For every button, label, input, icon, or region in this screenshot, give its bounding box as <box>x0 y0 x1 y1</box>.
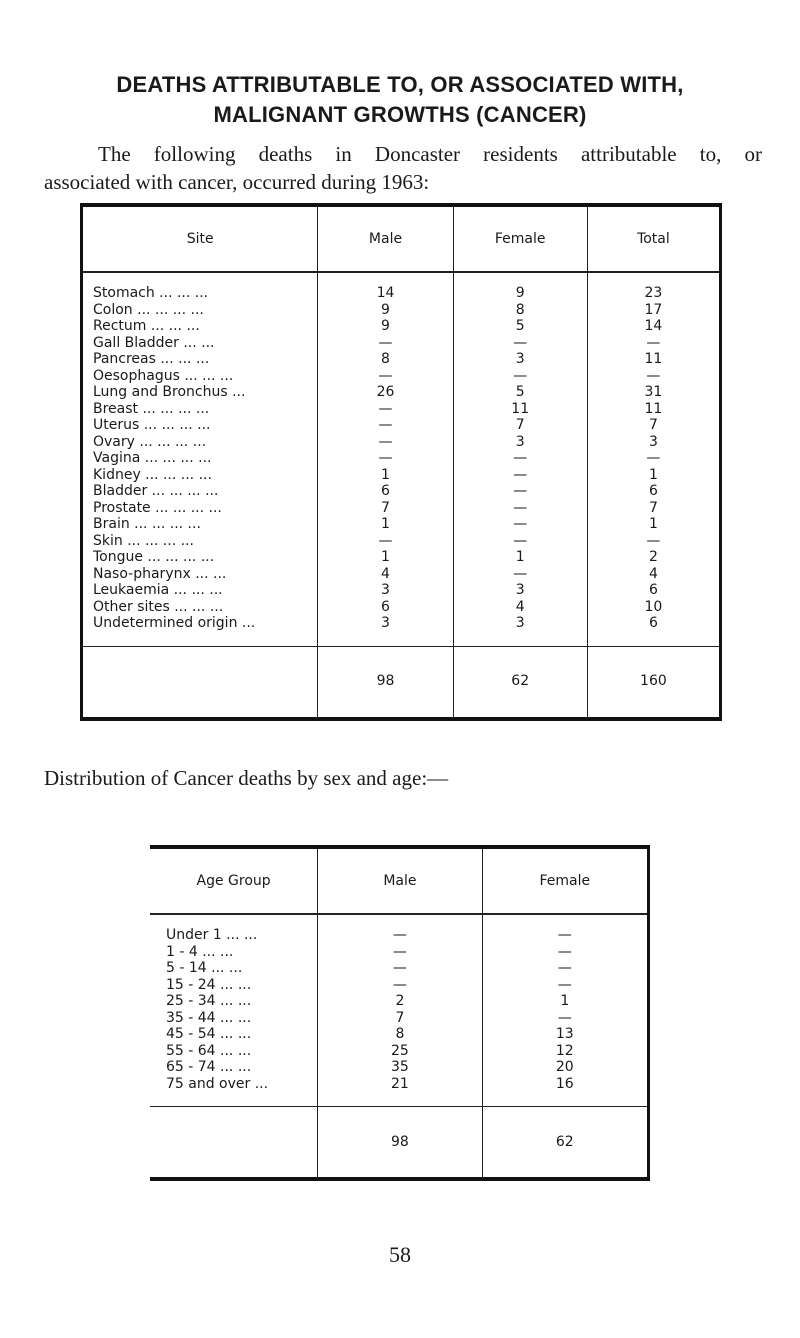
intro-paragraph <box>44 140 762 196</box>
site-label: Pancreas ... ... ... <box>93 351 210 367</box>
table-row <box>150 1076 649 1093</box>
age-group-label: 15 - 24 ... ... <box>166 976 252 993</box>
age-group-label: 35 - 44 ... ... <box>166 1009 252 1026</box>
site-label: Rectum ... ... ... <box>93 318 200 334</box>
age-group-label: 75 and over ... <box>166 1075 269 1092</box>
female-count: 11 <box>453 401 587 418</box>
site-label: Stomach ... ... ... <box>93 285 209 301</box>
total-count: 17 <box>587 302 720 319</box>
male-count: — <box>318 533 453 550</box>
male-count: 1 <box>318 516 453 533</box>
age-group-label: 55 - 64 ... ... <box>166 1042 252 1059</box>
total-count: 10 <box>587 599 720 616</box>
female-count: — <box>453 516 587 533</box>
table-row <box>82 615 721 632</box>
site-label: Gall Bladder ... ... <box>93 334 215 351</box>
table-row <box>82 417 721 434</box>
site-label: Other sites ... ... ... <box>93 598 224 615</box>
site-label: Undetermined origin ... <box>93 615 256 631</box>
male-count: — <box>318 944 482 961</box>
header-male: Male <box>318 205 453 272</box>
table-row <box>150 1010 649 1027</box>
table-row <box>82 516 721 533</box>
female-total: 62 <box>482 1107 648 1180</box>
totals-row <box>82 646 721 719</box>
header-total: Total <box>587 205 720 272</box>
totals-row <box>150 1107 649 1180</box>
female-count: — <box>453 566 587 583</box>
site-label: Breast ... ... ... ... <box>93 400 210 417</box>
male-count: — <box>318 368 453 385</box>
table-row <box>82 302 721 319</box>
female-count: 12 <box>482 1043 648 1060</box>
age-group-label: 65 - 74 ... ... <box>166 1059 252 1075</box>
site-label: Brain ... ... ... ... <box>93 516 201 532</box>
male-count: 26 <box>318 384 453 401</box>
male-count: 1 <box>318 467 453 484</box>
site-label: Lung and Bronchus ... <box>93 384 246 400</box>
female-count: 8 <box>453 302 587 319</box>
table-row <box>82 384 721 401</box>
distribution-heading: Distribution of Cancer deaths by sex and age:— <box>44 766 449 790</box>
male-count: 3 <box>318 582 453 599</box>
male-total: 98 <box>318 1107 482 1180</box>
header-male: Male <box>318 847 482 914</box>
site-label: Naso-pharynx ... ... <box>93 565 227 582</box>
male-count: — <box>318 977 482 994</box>
total-count: 23 <box>587 285 720 302</box>
site-label: Prostate ... ... ... ... <box>93 499 222 516</box>
intro-line-2: associated with cancer, occurred during 1963: <box>44 170 430 194</box>
female-count: 9 <box>453 285 587 302</box>
female-count: — <box>453 450 587 467</box>
totals-label <box>150 1107 318 1180</box>
spacer-row <box>150 1092 649 1107</box>
female-count: — <box>482 977 648 994</box>
table-row <box>82 500 721 517</box>
header-female: Female <box>453 205 587 272</box>
table-row <box>82 582 721 599</box>
female-count: — <box>482 927 648 944</box>
site-label: Oesophagus ... ... ... <box>93 367 234 384</box>
table-row <box>82 351 721 368</box>
table-row <box>82 401 721 418</box>
total-count: 14 <box>587 318 720 335</box>
table-row <box>82 318 721 335</box>
table-row <box>82 335 721 352</box>
table-row <box>150 927 649 944</box>
female-count: 7 <box>453 417 587 434</box>
age-distribution-table <box>150 845 650 1181</box>
female-count: — <box>453 467 587 484</box>
total-count: 3 <box>587 434 720 451</box>
intro-line-1: The following deaths in Doncaster residents attributable to, or <box>98 142 762 166</box>
male-count: — <box>318 335 453 352</box>
page-number: 58 <box>389 1242 411 1267</box>
table-row <box>82 599 721 616</box>
table-row <box>82 549 721 566</box>
site-label: Bladder ... ... ... ... <box>93 483 219 499</box>
total-count: — <box>587 335 720 352</box>
age-group-label: 1 - 4 ... ... <box>166 943 234 960</box>
total-count: 31 <box>587 384 720 401</box>
total-count: 7 <box>587 500 720 517</box>
female-count: — <box>453 500 587 517</box>
female-count: 3 <box>453 434 587 451</box>
total-count: 4 <box>587 566 720 583</box>
age-group-label: 5 - 14 ... ... <box>166 960 243 976</box>
total-count: 1 <box>587 516 720 533</box>
female-count: — <box>453 483 587 500</box>
table-row <box>150 977 649 994</box>
site-label: Ovary ... ... ... ... <box>93 433 207 450</box>
female-count: — <box>453 533 587 550</box>
male-count: — <box>318 434 453 451</box>
site-label: Tongue ... ... ... ... <box>93 549 215 565</box>
female-count: — <box>453 368 587 385</box>
female-count: 20 <box>482 1059 648 1076</box>
table-row <box>82 566 721 583</box>
title-line-2: MALIGNANT GROWTHS (CANCER) <box>213 102 587 127</box>
table-row <box>82 533 721 550</box>
table-row <box>150 1059 649 1076</box>
female-count: — <box>482 960 648 977</box>
total-count: 7 <box>587 417 720 434</box>
female-count: 1 <box>482 993 648 1010</box>
female-count: 3 <box>453 615 587 632</box>
male-total: 98 <box>318 646 453 719</box>
female-count: 5 <box>453 384 587 401</box>
site-label: Vagina ... ... ... ... <box>93 450 212 466</box>
male-count: 21 <box>318 1076 482 1093</box>
male-count: 8 <box>318 1026 482 1043</box>
site-label: Colon ... ... ... ... <box>93 301 204 318</box>
header-age-group: Age Group <box>150 847 318 914</box>
age-group-label: 25 - 34 ... ... <box>166 993 252 1009</box>
female-count: 4 <box>453 599 587 616</box>
total-count: — <box>587 533 720 550</box>
male-count: 25 <box>318 1043 482 1060</box>
total-count: — <box>587 368 720 385</box>
male-count: 4 <box>318 566 453 583</box>
site-label: Kidney ... ... ... ... <box>93 466 212 483</box>
spacer-row <box>82 632 721 647</box>
female-count: 16 <box>482 1076 648 1093</box>
total-count: 11 <box>587 401 720 418</box>
female-count: 13 <box>482 1026 648 1043</box>
total-count: 6 <box>587 582 720 599</box>
total-count: 11 <box>587 351 720 368</box>
female-count: 1 <box>453 549 587 566</box>
total-count: 6 <box>587 483 720 500</box>
male-count: — <box>318 401 453 418</box>
totals-label <box>82 646 318 719</box>
male-count: 14 <box>318 285 453 302</box>
female-count: — <box>482 1010 648 1027</box>
female-count: — <box>453 335 587 352</box>
male-count: 9 <box>318 302 453 319</box>
title-line-1: DEATHS ATTRIBUTABLE TO, OR ASSOCIATED WITH, <box>116 72 684 97</box>
table-row <box>82 434 721 451</box>
male-count: 3 <box>318 615 453 632</box>
male-count: — <box>318 960 482 977</box>
male-count: 2 <box>318 993 482 1010</box>
table-row <box>82 467 721 484</box>
header-female: Female <box>482 847 648 914</box>
age-group-label: Under 1 ... ... <box>166 927 258 943</box>
table-row <box>82 368 721 385</box>
table-row <box>82 483 721 500</box>
cancer-site-table <box>80 203 722 721</box>
spacer-row <box>82 272 721 285</box>
male-count: 9 <box>318 318 453 335</box>
spacer-row <box>150 914 649 927</box>
table-row <box>150 1026 649 1043</box>
male-count: — <box>318 450 453 467</box>
table-row <box>150 993 649 1010</box>
grand-total: 160 <box>587 646 720 719</box>
total-count: 2 <box>587 549 720 566</box>
male-count: 7 <box>318 1010 482 1027</box>
male-count: — <box>318 417 453 434</box>
male-count: 8 <box>318 351 453 368</box>
female-count: 3 <box>453 351 587 368</box>
header-site: Site <box>82 205 318 272</box>
table-row <box>150 1043 649 1060</box>
site-label: Skin ... ... ... ... <box>93 532 194 549</box>
female-count: 5 <box>453 318 587 335</box>
table-row <box>150 960 649 977</box>
total-count: — <box>587 450 720 467</box>
male-count: 6 <box>318 483 453 500</box>
male-count: 6 <box>318 599 453 616</box>
age-group-label: 45 - 54 ... ... <box>166 1026 252 1042</box>
table-row <box>82 285 721 302</box>
male-count: — <box>318 927 482 944</box>
total-count: 1 <box>587 467 720 484</box>
table-row <box>82 450 721 467</box>
male-count: 7 <box>318 500 453 517</box>
site-label: Leukaemia ... ... ... <box>93 582 223 598</box>
male-count: 1 <box>318 549 453 566</box>
table-row <box>150 944 649 961</box>
female-total: 62 <box>453 646 587 719</box>
male-count: 35 <box>318 1059 482 1076</box>
female-count: 3 <box>453 582 587 599</box>
female-count: — <box>482 944 648 961</box>
site-label: Uterus ... ... ... ... <box>93 417 211 433</box>
total-count: 6 <box>587 615 720 632</box>
